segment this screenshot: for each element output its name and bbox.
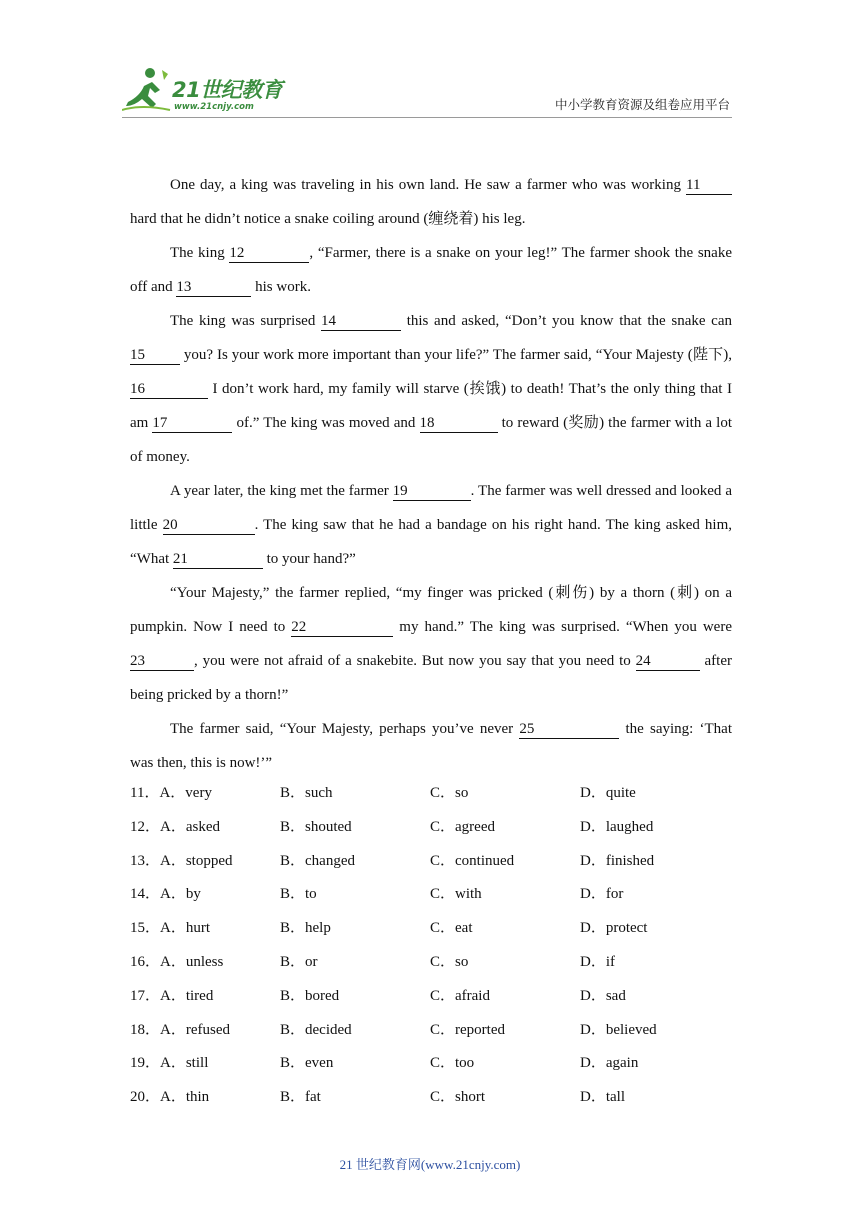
- option-a: [130, 882, 201, 903]
- option-text: A．stopped: [160, 852, 233, 869]
- option-text: A．very: [159, 785, 212, 801]
- text: this and asked, “Don’t you know that the snake can: [401, 313, 733, 329]
- option-d: D．again: [580, 1055, 639, 1072]
- option-d: D．finished: [580, 852, 655, 869]
- text: A year later, the king met the farmer: [170, 483, 393, 499]
- option-c: C．eat: [430, 920, 473, 937]
- option-b: B．fat: [280, 1089, 321, 1106]
- question-number: 14．: [130, 886, 161, 903]
- option-b: B．changed: [280, 852, 355, 869]
- text: . The king saw that he had a bandage on his right hand. The king asked him, “What: [130, 517, 732, 567]
- blank-19: 19: [393, 482, 471, 501]
- question-row: [130, 1077, 732, 1111]
- paragraph-4: [130, 474, 732, 576]
- text: after being pricked by a thorn!”: [130, 653, 732, 703]
- blank-14: 14: [321, 312, 401, 331]
- option-b: B．help: [280, 920, 331, 937]
- option-text: A．unless: [160, 953, 224, 970]
- page-header: [0, 0, 860, 130]
- logo: [122, 66, 302, 116]
- question-number: 18．: [130, 1021, 161, 1038]
- text: the saying: ‘That was then, this is now!’”: [130, 721, 732, 771]
- option-c: C．agreed: [430, 818, 495, 835]
- header-platform-text: 中小学教育资源及组卷应用平台: [554, 97, 730, 112]
- option-a: [130, 916, 210, 937]
- option-b: B．such: [280, 785, 333, 801]
- logo-text: 21世纪教育: [172, 78, 283, 102]
- text: The farmer said, “Your Majesty, perhaps you’ve never: [170, 721, 520, 737]
- text: “Your Majesty,” the farmer replied, “my finger was pricked (刺伤) by a thorn (刺) on a pumpkin. Now I need to: [130, 585, 732, 635]
- option-a: [130, 781, 212, 802]
- question-row: [130, 841, 732, 875]
- text: you? Is your work more important than your life?” The farmer said, “Your Majesty (陛下),: [180, 347, 732, 363]
- option-b: B．even: [280, 1055, 334, 1072]
- blank-22: 22: [291, 618, 393, 637]
- option-d: D．laughed: [580, 818, 654, 835]
- option-d: D．believed: [580, 1021, 657, 1038]
- paragraph-5: [130, 576, 732, 712]
- blank-17: 17: [152, 414, 232, 433]
- option-text: A．thin: [160, 1089, 210, 1106]
- text: of.” The king was moved and: [232, 415, 420, 431]
- text: The king was surprised: [170, 313, 322, 329]
- option-text: A．refused: [160, 1021, 230, 1038]
- text: , “Farmer, there is a snake on your leg!” The farmer shook the snake off and: [130, 245, 732, 295]
- question-row: [130, 976, 732, 1010]
- blank-25: 25: [519, 720, 619, 739]
- option-c: C．so: [430, 785, 469, 801]
- option-a: [130, 849, 233, 870]
- paragraph-1: [130, 168, 732, 236]
- option-b: B．shouted: [280, 818, 352, 835]
- paragraph-3: [130, 304, 732, 474]
- option-a: [130, 984, 213, 1005]
- option-c: C．with: [430, 886, 482, 903]
- question-number: 11．: [130, 785, 160, 801]
- text: to your hand?”: [262, 551, 356, 567]
- option-text: A．asked: [160, 818, 221, 835]
- blank-16: 16: [130, 380, 208, 399]
- question-number: 15．: [130, 920, 161, 937]
- option-text: A．hurt: [160, 920, 211, 937]
- blank-18: 18: [420, 414, 498, 433]
- option-a: [130, 950, 223, 971]
- blank-15: 15: [130, 346, 180, 365]
- option-d: D．if: [580, 953, 615, 970]
- question-row: [130, 1043, 732, 1077]
- question-options: [130, 773, 732, 1111]
- question-row: [130, 773, 732, 807]
- question-row: [130, 1010, 732, 1044]
- question-number: 16．: [130, 953, 161, 970]
- option-text: A．still: [160, 1055, 209, 1072]
- option-b: B．bored: [280, 987, 340, 1004]
- runner-logo-icon: [122, 66, 172, 114]
- paragraph-2: [130, 236, 732, 304]
- text: . The farmer was well dressed and looked a little: [130, 483, 732, 533]
- option-a: [130, 1051, 208, 1072]
- option-c: C．so: [430, 953, 469, 970]
- option-text: A．by: [160, 886, 201, 903]
- logo-url: www.21cnjy.com: [174, 102, 254, 112]
- question-row: [130, 908, 732, 942]
- paragraph-6: [130, 712, 732, 780]
- blank-24: 24: [636, 652, 700, 671]
- option-a: [130, 1018, 230, 1039]
- blank-21: 21: [173, 550, 263, 569]
- option-a: [130, 1085, 209, 1106]
- text: hard that he didn’t notice a snake coiling around (缠绕着) his leg.: [130, 211, 526, 227]
- option-c: C．continued: [430, 852, 515, 869]
- blank-11: 11: [686, 176, 732, 195]
- text: , you were not afraid of a snakebite. But now you say that you need to: [194, 653, 636, 669]
- option-d: D．quite: [580, 785, 636, 801]
- footer: 21 世纪教育网(www.21cnjy.com): [339, 1157, 521, 1172]
- passage: [130, 168, 732, 780]
- question-row: [130, 874, 732, 908]
- text: his work.: [251, 279, 311, 295]
- header-divider: [122, 117, 732, 118]
- option-d: D．for: [580, 886, 624, 903]
- option-d: D．protect: [580, 920, 648, 937]
- blank-12: 12: [229, 244, 309, 263]
- question-number: 12．: [130, 818, 161, 835]
- text: I don’t work hard, my family will starve (挨饿) to death! That’s the only thing that I am: [130, 381, 732, 431]
- question-row: [130, 807, 732, 841]
- option-d: D．tall: [580, 1089, 625, 1106]
- blank-23: 23: [130, 652, 194, 671]
- option-c: C．afraid: [430, 987, 490, 1004]
- option-b: B．decided: [280, 1021, 352, 1038]
- text: my hand.” The king was surprised. “When you were: [393, 619, 732, 635]
- question-number: 13．: [130, 852, 161, 869]
- question-number: 19．: [130, 1055, 161, 1072]
- question-number: 20．: [130, 1089, 161, 1106]
- question-number: 17．: [130, 987, 161, 1004]
- option-c: C．reported: [430, 1021, 505, 1038]
- blank-20: 20: [163, 516, 255, 535]
- option-c: C．too: [430, 1055, 475, 1072]
- question-row: [130, 942, 732, 976]
- option-text: A．tired: [160, 987, 214, 1004]
- blank-13: 13: [176, 278, 251, 297]
- text: to reward (奖励) the farmer with a lot of money.: [130, 415, 733, 465]
- option-a: [130, 815, 220, 836]
- text: One day, a king was traveling in his own land. He saw a farmer who was working: [170, 177, 686, 193]
- option-b: B．to: [280, 886, 317, 903]
- option-d: D．sad: [580, 987, 626, 1004]
- option-b: B．or: [280, 953, 318, 970]
- text: The king: [170, 245, 230, 261]
- option-c: C．short: [430, 1089, 486, 1106]
